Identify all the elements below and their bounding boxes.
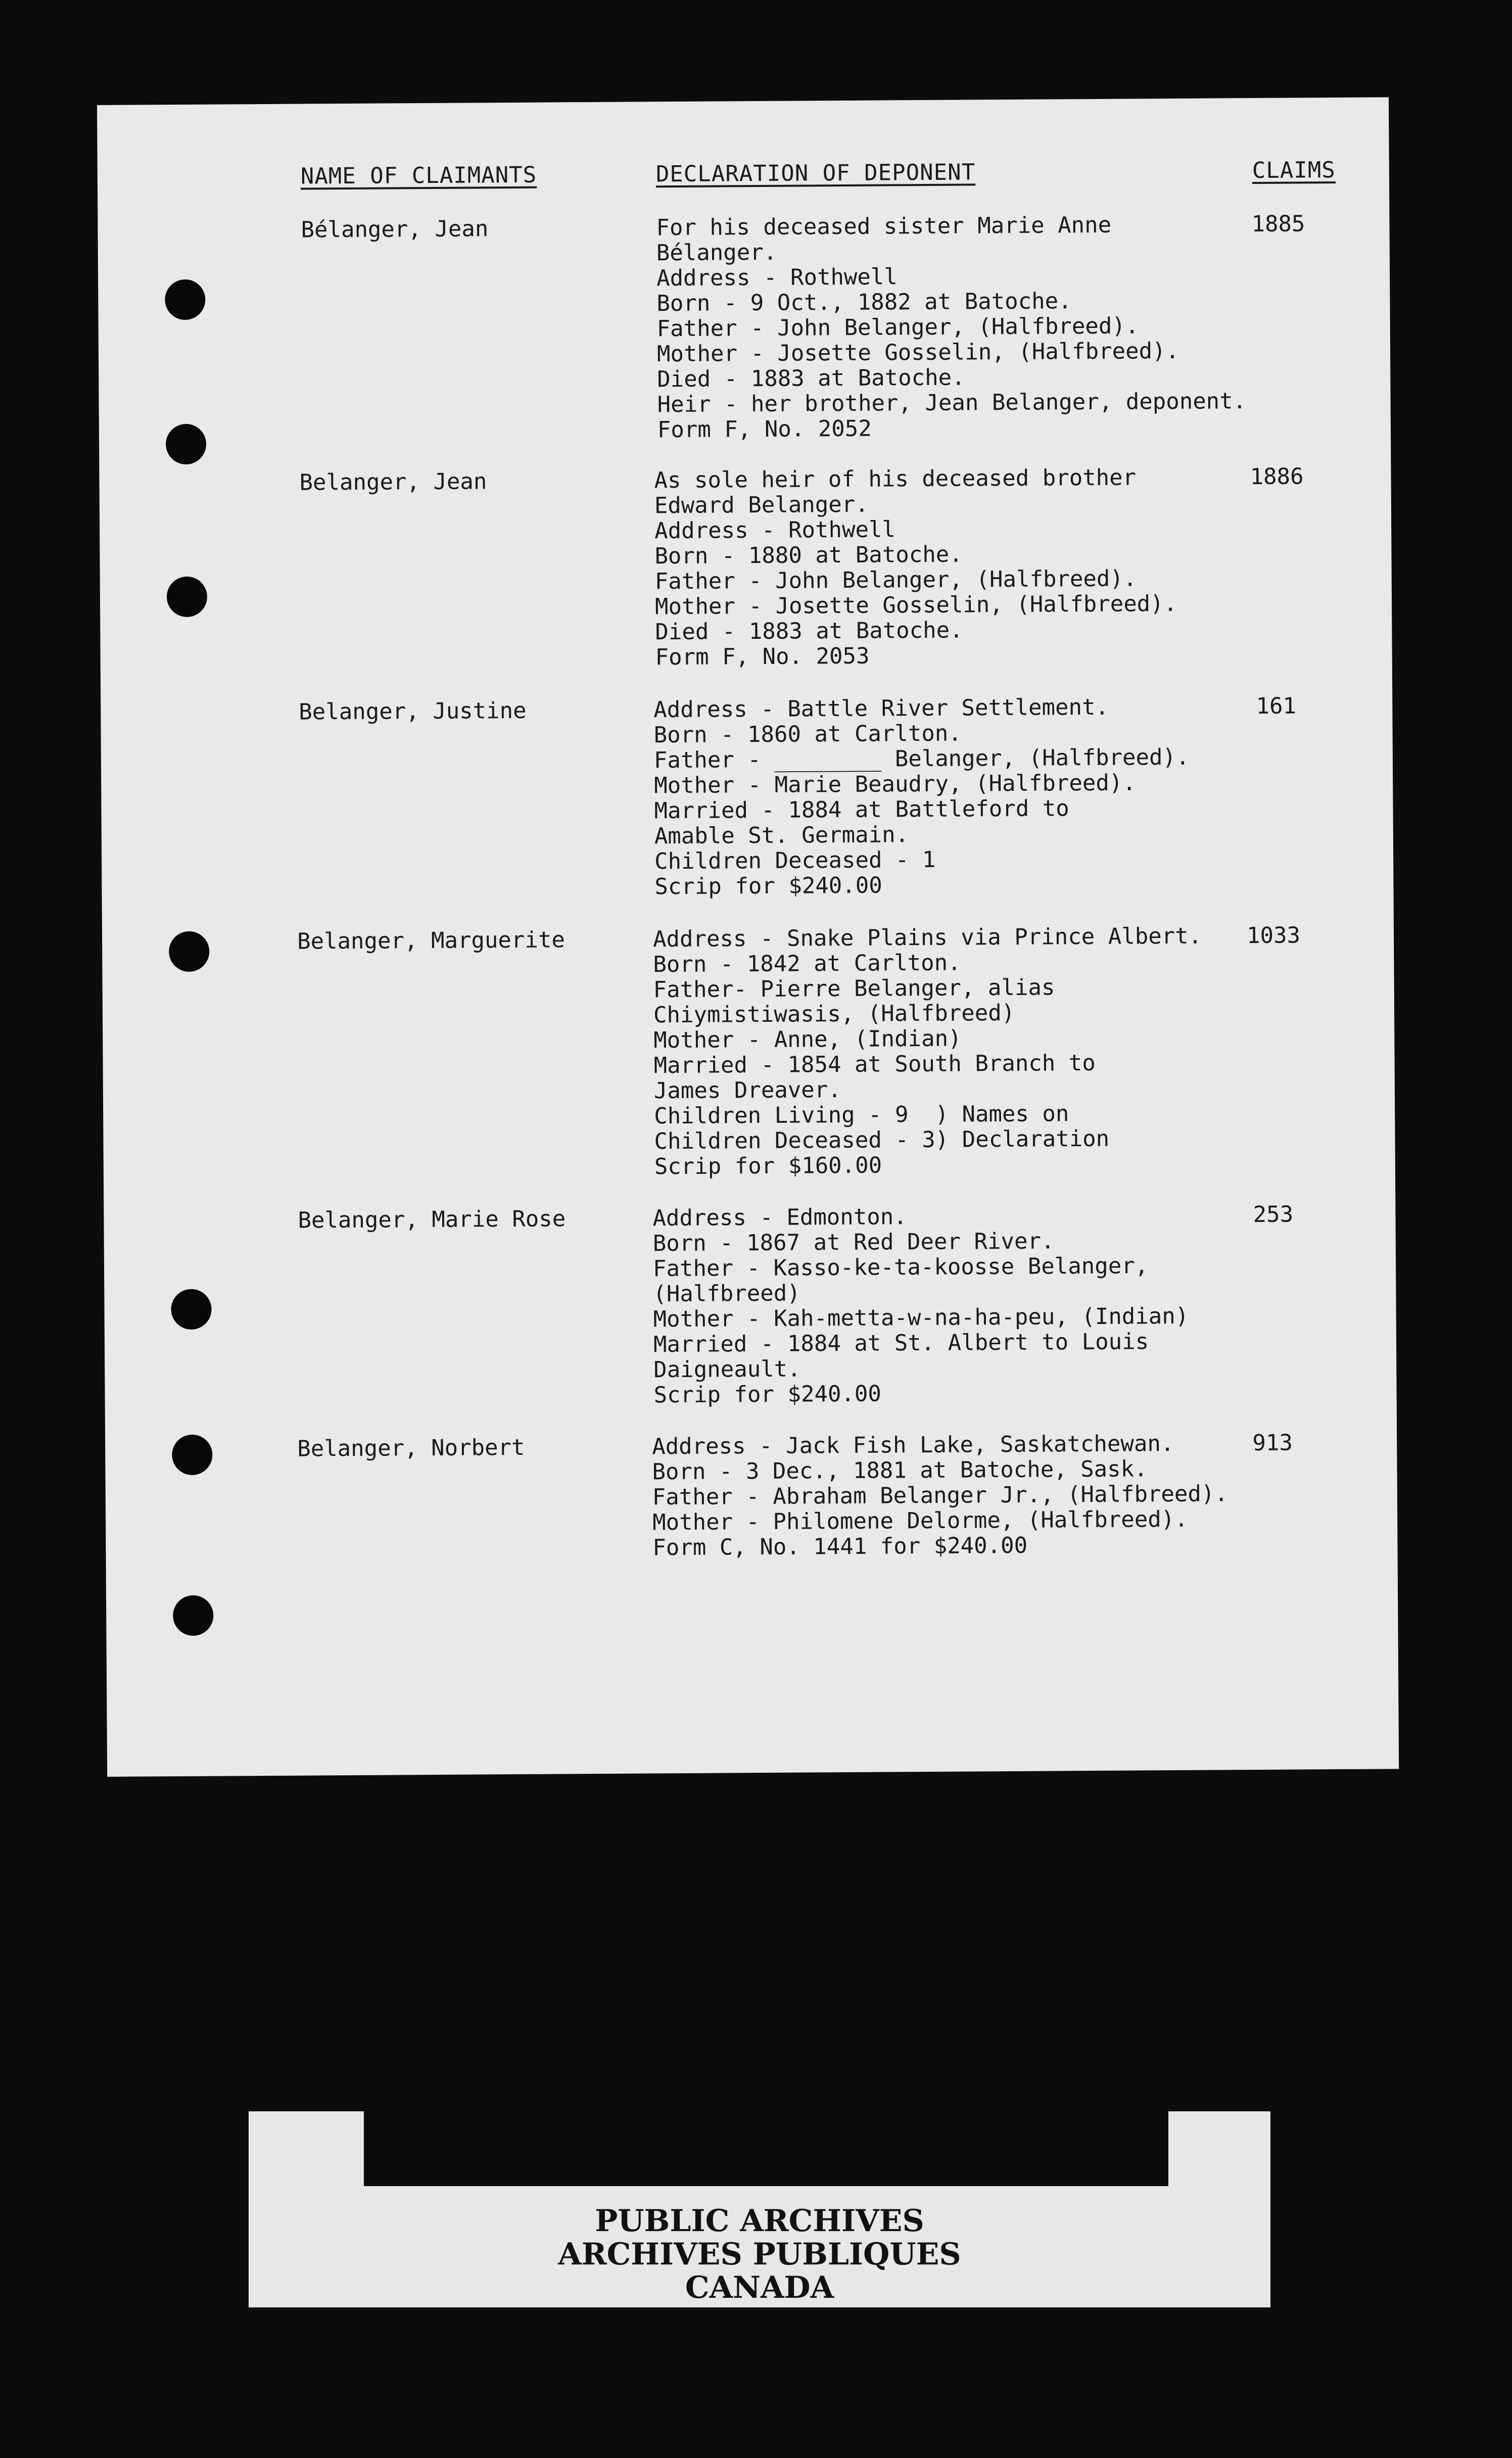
declaration-line: Father - ________ Belanger, (Halfbreed). [653,744,1190,774]
document-page [97,97,1399,1777]
claimant-name: Bélanger, Jean [301,216,489,243]
declaration-line: Mother - Anne, (Indian) [653,1025,962,1054]
declaration-line: Died - 1883 at Batoche. [655,617,963,645]
declaration-line: Father - John Belanger, (Halfbreed). [656,313,1139,342]
declaration-line: Married - 1884 at Battleford to [654,795,1069,824]
header-claims: CLAIMS [1252,157,1336,184]
declaration-line: James Dreaver. [653,1077,841,1104]
declaration-line: Born - 1842 at Carlton. [653,950,961,978]
punch-hole [172,1435,212,1475]
punch-hole [173,1595,213,1636]
declaration-line: Married - 1884 at St. Albert to Louis [653,1329,1149,1358]
declaration-line: Form F, No. 2052 [657,415,872,443]
declaration-line: Children Deceased - 1 [654,846,936,875]
claim-number: 913 [1252,1430,1293,1456]
declaration-line: Address - Snake Plains via Prince Albert. [652,923,1202,953]
declaration-line: Amable St. Germain. [654,822,909,849]
declaration-line: (Halfbreed) [653,1280,800,1307]
claimant-name: Belanger, Jean [299,468,487,496]
header-name-of-claimants: NAME OF CLAIMANTS [300,162,537,190]
punch-hole [165,279,205,320]
declaration-line: Address - Edmonton. [652,1204,907,1232]
declaration-line: Mother - Josette Gosselin, (Halfbreed). [654,590,1177,620]
declaration-line: Heir - her brother, Jean Belanger, deponent. [657,388,1247,418]
claim-number: 161 [1256,693,1297,720]
claimant-name: Belanger, Norbert [297,1434,525,1462]
declaration-line: Born - 1860 at Carlton. [653,720,962,748]
declaration-line: Address - Battle River Settlement. [653,694,1109,723]
declaration-line: Died - 1883 at Batoche. [657,364,965,393]
claim-number: 1886 [1250,463,1304,490]
declaration-text [652,1203,1189,1408]
claim-number: 1033 [1246,922,1301,949]
declaration-line: Address - Rothwell [656,264,898,292]
archive-label-line: PUBLIC ARCHIVES [595,2203,924,2239]
archive-label-line: CANADA [685,2270,834,2305]
archive-label-line: ARCHIVES PUBLIQUES [558,2237,961,2272]
declaration-line: Father - John Belanger, (Halfbreed). [654,565,1137,595]
claimant-name: Belanger, Justine [299,697,527,725]
claim-number: 253 [1253,1201,1294,1228]
archive-label-text [249,2204,1270,2304]
declaration-line: Father - Kasso-ke-ta-koosse Belanger, [652,1253,1149,1282]
punch-hole [171,1289,211,1330]
declaration-text [656,212,1246,443]
punch-hole [169,931,209,972]
declaration-line: Address - Jack Fish Lake, Saskatchewan. [652,1431,1174,1460]
declaration-line: Scrip for $240.00 [654,872,882,900]
declaration-line: Mother - Kah-metta-w-na-ha-peu, (Indian) [653,1303,1189,1333]
declaration-line: Daigneault. [653,1356,801,1383]
label-notch [364,2111,1168,2186]
archive-label [249,2111,1270,2307]
declaration-line: As sole heir of his deceased brother [654,464,1137,494]
declaration-line: Edward Belanger. [654,491,869,519]
declaration-line: Form F, No. 2053 [655,643,870,671]
declaration-line: Address - Rothwell [654,516,896,544]
declaration-text [654,465,1177,670]
punch-hole [166,424,206,464]
declaration-line: Born - 9 Oct., 1882 at Batoche. [656,288,1072,317]
claimant-name: Belanger, Marie Rose [298,1206,566,1234]
declaration-line: Children Deceased - 3) Declaration [654,1125,1110,1155]
declaration-line: Scrip for $240.00 [653,1381,882,1408]
punch-hole [167,577,207,617]
declaration-line: Children Living - 9 ) Names on [654,1101,1069,1129]
claimant-name: Belanger, Marguerite [297,927,565,955]
declaration-text [653,694,1190,900]
declaration-text [652,1431,1228,1561]
declaration-line: Born - 1867 at Red Deer River. [652,1228,1055,1257]
declaration-line: Scrip for $160.00 [654,1152,882,1180]
declaration-line: Born - 3 Dec., 1881 at Batoche, Sask. [652,1456,1148,1485]
declaration-line: For his deceased sister Marie Anne [656,212,1112,241]
declaration-line: Father- Pierre Belanger, alias [653,974,1055,1003]
declaration-line: Mother - Josette Gosselin, (Halfbreed). [656,338,1179,367]
declaration-line: Mother - Philomene Delorme, (Halfbreed). [652,1506,1188,1536]
header-declaration-of-deponent: DECLARATION OF DEPONENT [655,159,976,187]
claim-number: 1885 [1251,211,1305,238]
declaration-line: Bélanger. [656,239,777,266]
declaration-line: Mother - Marie Beaudry, (Halfbreed). [654,770,1137,799]
declaration-line: Born - 1880 at Batoche. [654,541,963,570]
declaration-line: Father - Abraham Belanger Jr., (Halfbreed). [652,1481,1228,1510]
declaration-line: Chiymistiwasis, (Halfbreed) [653,1000,1015,1028]
declaration-text [653,924,1203,1180]
declaration-line: Form C, No. 1441 for $240.00 [652,1532,1028,1561]
declaration-line: Married - 1854 at South Branch to [653,1050,1096,1079]
